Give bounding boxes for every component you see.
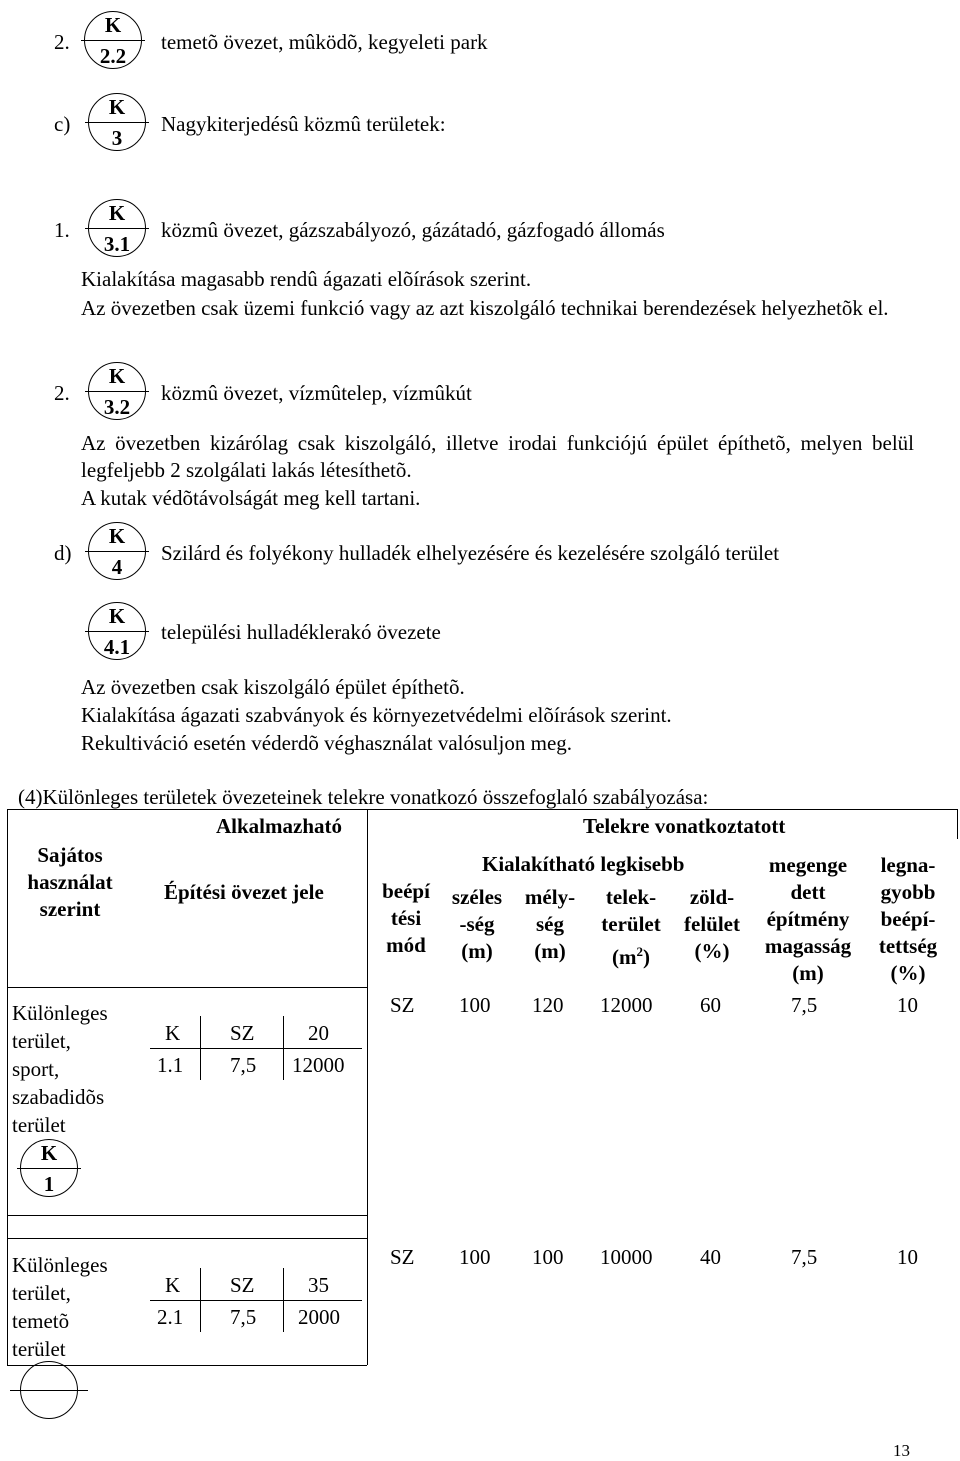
header-telekre: Telekre vonatkoztatott <box>583 814 786 838</box>
zone-symbol-top: K <box>40 1141 58 1165</box>
value-telekterulet: 12000 <box>600 993 653 1017</box>
paragraph: Az övezetben csak kiszolgáló épület építhetõ. <box>81 675 465 699</box>
paragraph: Az övezetben csak üzemi funkció vagy az azt kiszolgáló technikai berendezések helyezhetõk el. <box>81 296 889 320</box>
code-lot-area: 12000 <box>292 1053 345 1077</box>
code-mode: SZ <box>230 1021 255 1045</box>
zone-symbol-k4 <box>88 522 146 580</box>
value-beepitesi-mod: SZ <box>390 1245 415 1269</box>
zone-symbol-k1 <box>20 1139 78 1197</box>
zone-description: közmû övezet, vízmûtelep, vízmûkút <box>161 381 472 405</box>
value-zoldfelulet: 40 <box>700 1245 721 1269</box>
zone-description: települési hulladéklerakó övezete <box>161 620 441 644</box>
header-magassag: megenge dett építmény magasság (m) <box>764 853 852 985</box>
header-melyseg: mély-ség (m) <box>524 885 576 963</box>
zone-symbol-top: K <box>108 201 126 225</box>
header-alkalmazhato: Alkalmazható <box>216 814 342 838</box>
header-kialakithato: Kialakítható legkisebb <box>482 852 685 876</box>
code-coverage: 35 <box>308 1273 329 1297</box>
zone-symbol-bottom: 4 <box>111 555 123 579</box>
item-number: c) <box>54 112 71 136</box>
zone-symbol-bottom: 1 <box>43 1172 55 1196</box>
header-beepitettseg: legna-gyobb beépí-tettség (%) <box>878 853 938 985</box>
zone-description: Szilárd és folyékony hulladék elhelyezésére és kezelésére szolgáló terület <box>161 541 780 565</box>
zone-symbol-k3 <box>88 93 146 151</box>
zone-symbol-bottom: 3.2 <box>103 395 131 419</box>
value-magassag: 7,5 <box>791 993 818 1017</box>
zone-symbol-top: K <box>108 524 126 548</box>
header-zoldfelulet: zöld-felület (%) <box>684 885 740 963</box>
value-melyseg: 100 <box>532 1245 564 1269</box>
zone-symbol-bottom: 3 <box>111 126 123 150</box>
value-szelesseg: 100 <box>459 993 491 1017</box>
code-letter: K <box>165 1273 181 1297</box>
zone-symbol-bottom: 3.1 <box>103 232 131 256</box>
value-zoldfelulet: 60 <box>700 993 721 1017</box>
value-magassag: 7,5 <box>791 1245 818 1269</box>
item-number: 2. <box>54 30 70 54</box>
header-beepitesi-mod: beépí tési mód <box>382 879 430 957</box>
value-telekterulet: 10000 <box>600 1245 653 1269</box>
zone-description: közmû övezet, gázszabályozó, gázátadó, gázfogadó állomás <box>161 218 665 242</box>
zone-description: temetõ övezet, mûködõ, kegyeleti park <box>161 30 488 54</box>
value-melyseg: 120 <box>532 993 564 1017</box>
header-telekterulet-label: telek-terület <box>601 885 661 936</box>
header-m2-close: ) <box>643 945 650 969</box>
header-epitesi-ovezet: Építési övezet jele <box>164 880 324 904</box>
zone-symbol-top: K <box>108 95 126 119</box>
zone-description: Nagykiterjedésû közmû területek: <box>161 112 446 136</box>
zone-symbol-k41 <box>88 602 146 660</box>
item-number: 2. <box>54 381 70 405</box>
header-szelesseg: széles -ség (m) <box>451 885 503 963</box>
section-title: (4)Különleges területek övezeteinek telekre vonatkozó összefoglaló szabályozása: <box>18 785 709 809</box>
value-szelesseg: 100 <box>459 1245 491 1269</box>
paragraph: Rekultiváció esetén véderdõ véghasználat valósuljon meg. <box>81 731 573 755</box>
header-telekterulet <box>590 884 672 971</box>
code-height: 7,5 <box>230 1305 257 1329</box>
paragraph: A kutak védõtávolságát meg kell tartani. <box>81 486 421 510</box>
table-row-use: Különleges terület, sport, szabadidõs terület <box>12 1001 108 1137</box>
value-beepitettseg: 10 <box>897 993 918 1017</box>
zone-symbol-top: K <box>108 364 126 388</box>
zone-symbol-k31 <box>88 199 146 257</box>
code-letter: K <box>165 1021 181 1045</box>
value-beepitettseg: 10 <box>897 1245 918 1269</box>
item-number: 1. <box>54 218 70 242</box>
value-beepitesi-mod: SZ <box>390 993 415 1017</box>
paragraph: Az övezetben kizárólag csak kiszolgáló, illetve irodai funkciójú épület építhetõ, melyen belül legfeljebb 2 szolgálati lakás létesíthetõ. <box>81 431 914 482</box>
zone-symbol-bottom: 2.2 <box>99 44 127 68</box>
code-lot-area: 2000 <box>298 1305 340 1329</box>
header-m2-sup: 2 <box>636 944 643 959</box>
zone-symbol-top: K <box>104 13 122 37</box>
zone-symbol-k32 <box>88 362 146 420</box>
page-number: 13 <box>893 1441 910 1460</box>
header-m2-open: (m <box>612 945 637 969</box>
zone-symbol-top: K <box>108 604 126 628</box>
code-number: 1.1 <box>157 1053 184 1077</box>
zone-symbol-k22 <box>84 11 142 69</box>
paragraph: Kialakítása ágazati szabványok és környezetvédelmi elõírások szerint. <box>81 703 672 727</box>
code-coverage: 20 <box>308 1021 329 1045</box>
paragraph: Kialakítása magasabb rendû ágazati elõírások szerint. <box>81 267 532 291</box>
code-height: 7,5 <box>230 1053 257 1077</box>
table-row-use: Különleges terület, temetõ terület <box>12 1253 108 1361</box>
header-sajatos-hasznalat: Sajátos használat szerint <box>27 843 113 921</box>
zone-symbol-bottom: 4.1 <box>103 635 131 659</box>
item-number: d) <box>54 541 72 565</box>
zone-symbol-k2 <box>20 1361 78 1419</box>
code-number: 2.1 <box>157 1305 184 1329</box>
code-mode: SZ <box>230 1273 255 1297</box>
